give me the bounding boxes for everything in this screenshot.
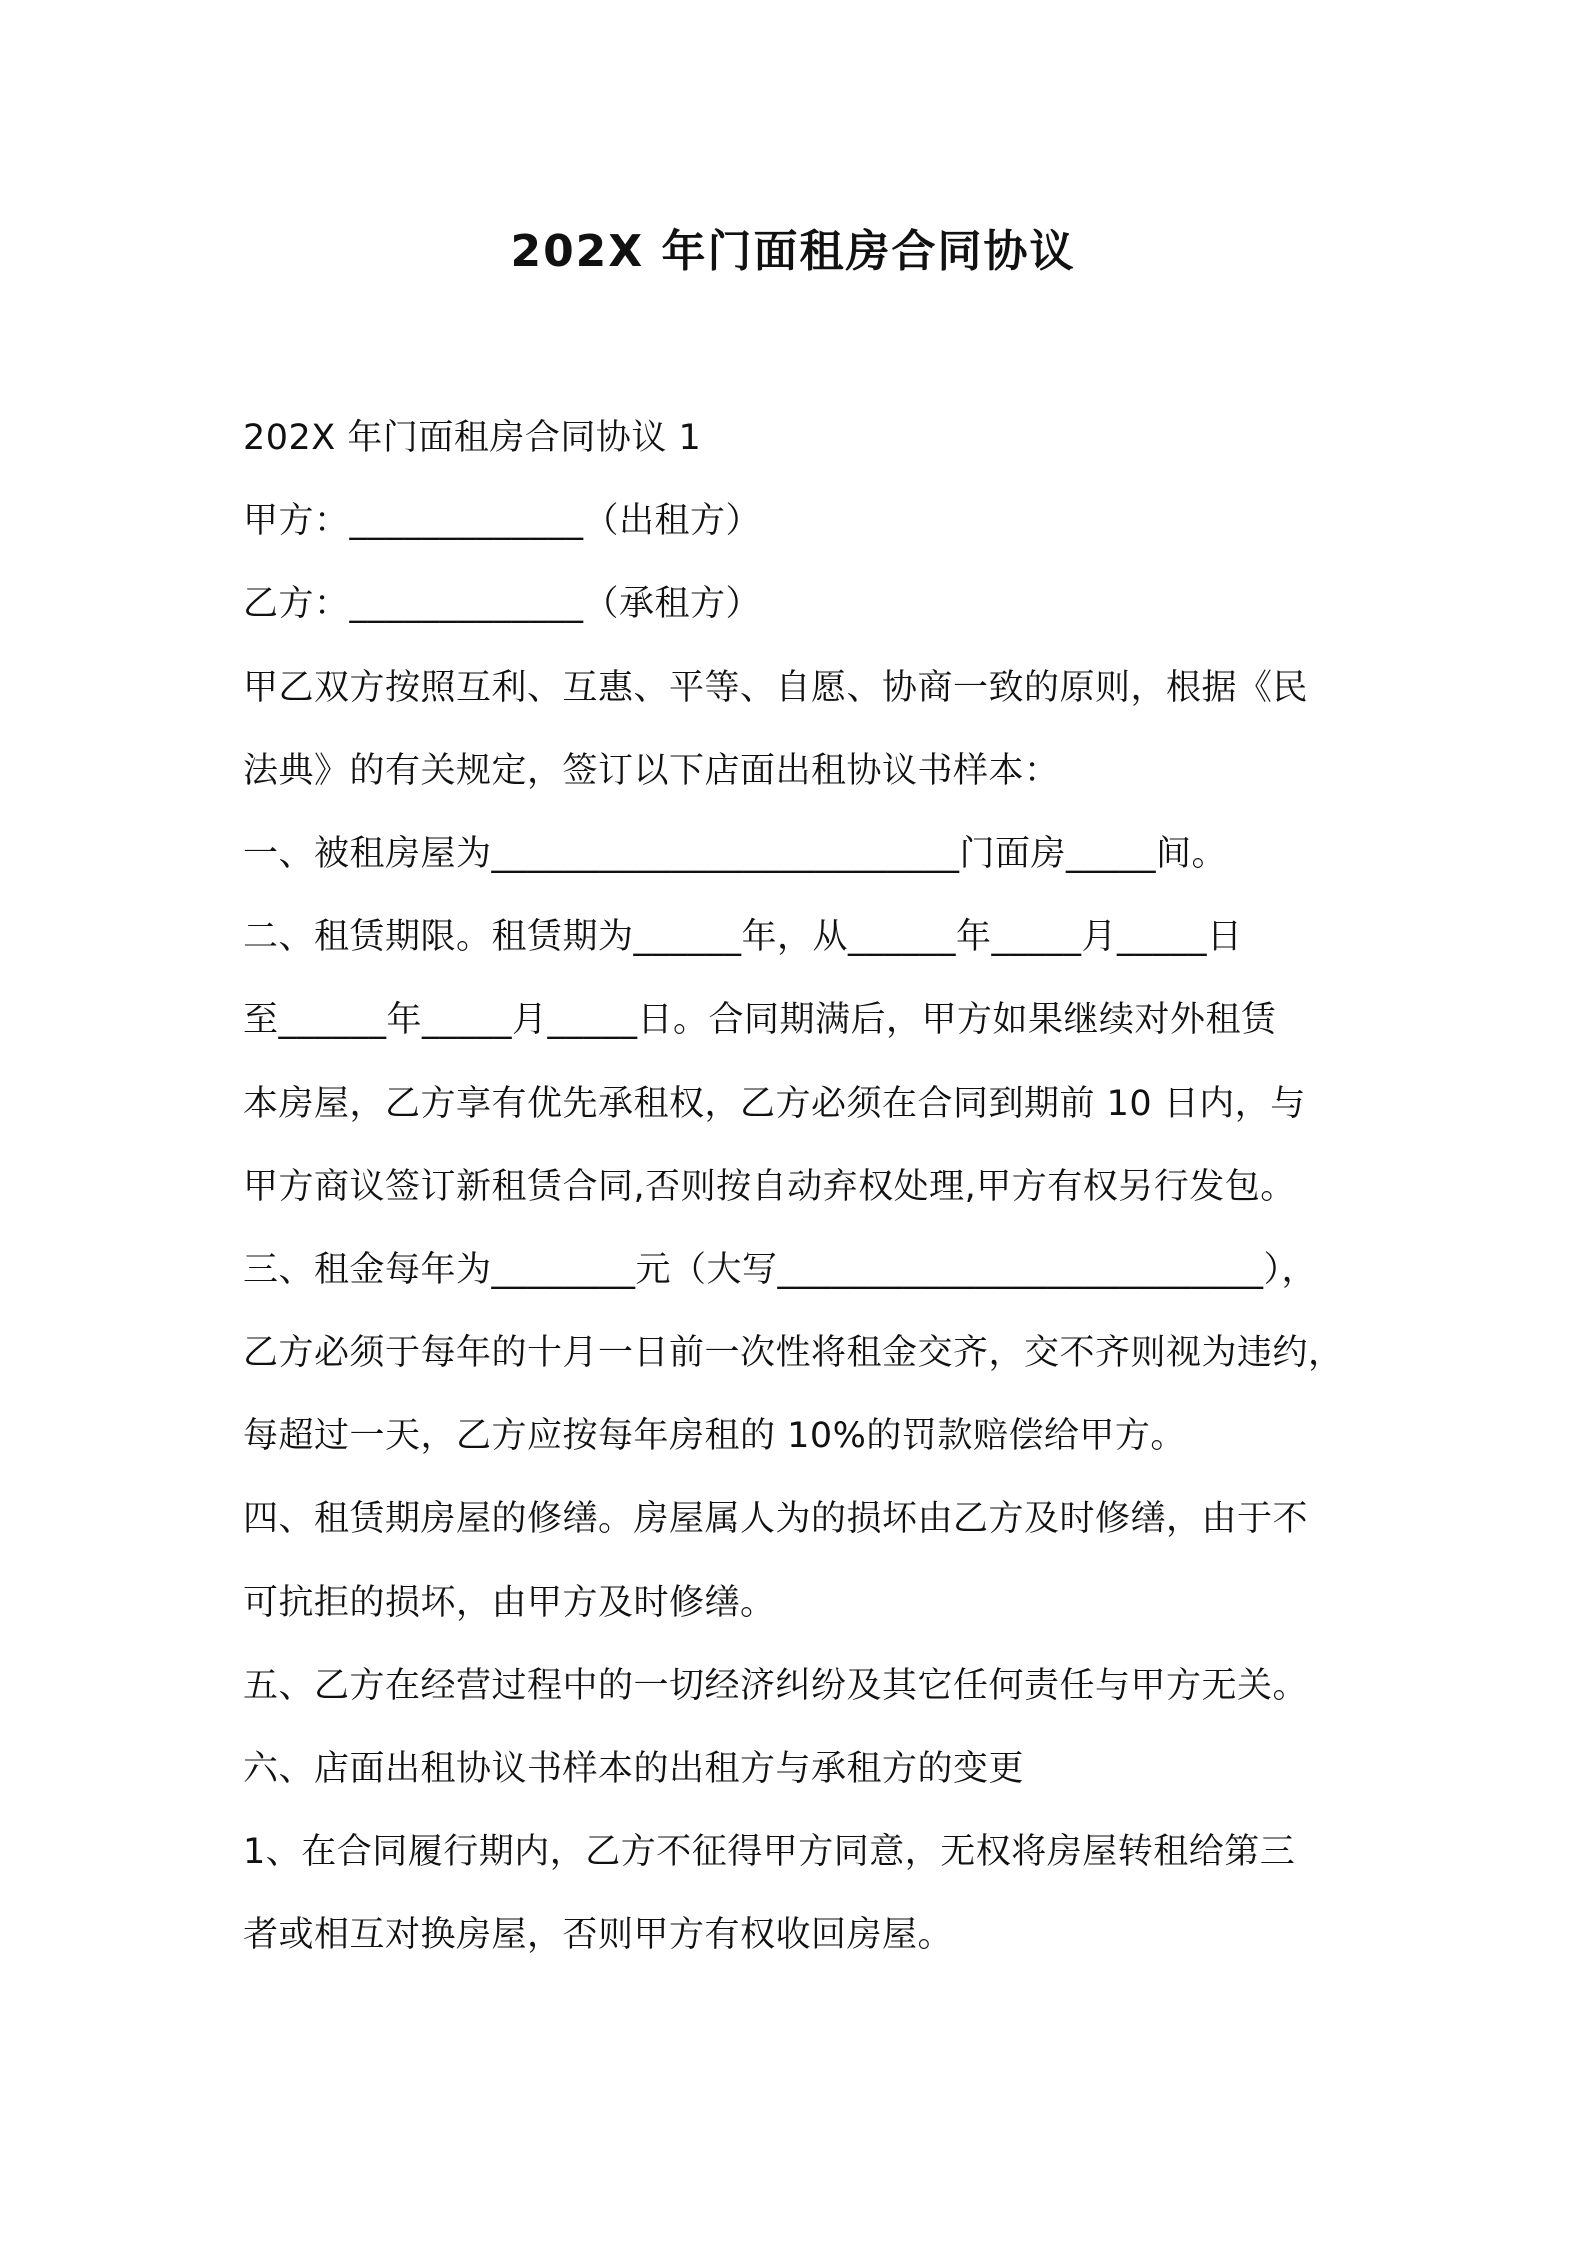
clause-4-line-1: 四、租赁期房屋的修缮。房屋属人为的损坏由乙方及时修缮，由于不 [243,1499,1309,1540]
clause-1-line: 一、被租房屋为__________________________门面房_____间。 [243,833,1228,874]
clause-6-heading: 六、店面出租协议书样本的出租方与承租方的变更 [243,1749,1025,1789]
clause-3-line-2: 乙方必须于每年的十月一日前一次性将租金交齐，交不齐则视为违约， [243,1333,1344,1374]
clause-4-line-2: 可抗拒的损坏，由甲方及时修缮。 [243,1582,776,1623]
clause-2-line-1: 二、租赁期限。租赁期为______年，从______年_____月_____日 [243,917,1243,958]
preamble-line-2: 法典》的有关规定，签订以下店面出租协议书样本： [243,750,1060,791]
clause-2-line-4: 甲方商议签订新租赁合同,否则按自动弃权处理,甲方有权另行发包。 [243,1166,1296,1207]
document-title: 202X 年门面租房合同协议 [510,226,1076,277]
document-body [243,412,1383,1993]
clause-5-line: 五、乙方在经营过程中的一切经济纠纷及其它任何责任与甲方无关。 [243,1665,1309,1706]
clause-2-line-3: 本房屋，乙方享有优先承租权，乙方必须在合同到期前 10 日内，与 [243,1083,1306,1124]
party-b-line: 乙方：_____________（承租方） [243,584,762,625]
clause-6-item-1-line-2: 者或相互对换房屋，否则甲方有权收回房屋。 [243,1915,954,1956]
section-heading: 202X 年门面租房合同协议 1 [243,418,702,458]
clause-3-line-3: 每超过一天，乙方应按每年房租的 10%的罚款赔偿给甲方。 [243,1416,1186,1457]
clause-3-line-1: 三、租金每年为________元（大写___________________________）， [243,1249,1318,1290]
preamble-line-1: 甲乙双方按照互利、互惠、平等、自愿、协商一致的原则，根据《民 [243,667,1309,708]
clause-6-item-1-line-1: 1、在合同履行期内，乙方不征得甲方同意，无权将房屋转租给第三 [243,1832,1296,1873]
party-a-line: 甲方：_____________（出租方） [243,501,762,542]
clause-2-line-2: 至______年_____月_____日。合同期满后，甲方如果继续对外租赁 [243,1000,1277,1041]
